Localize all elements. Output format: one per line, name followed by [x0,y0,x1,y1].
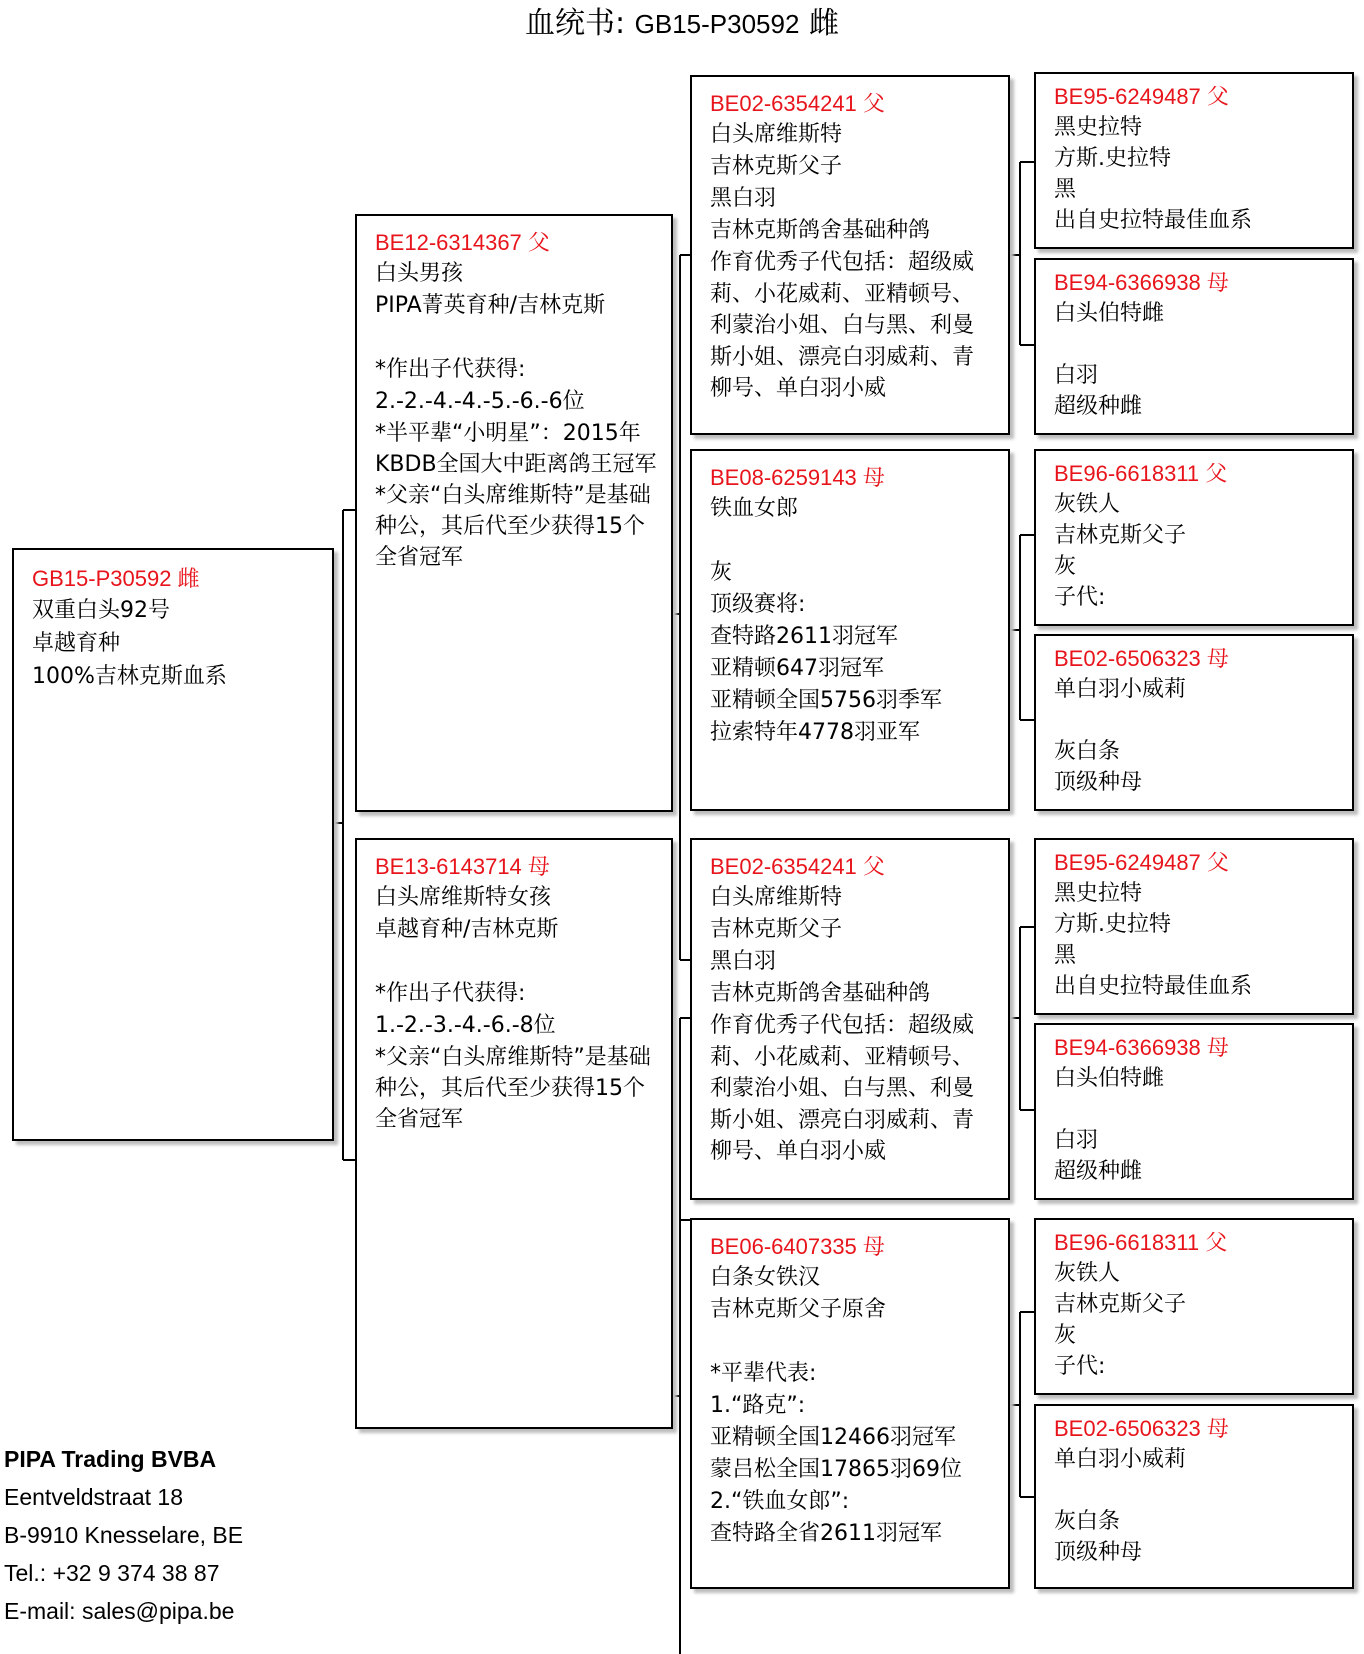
pedigree-line: 白头伯特雌 [1054,301,1165,326]
pedigree-line: 吉林克斯鸽舍基础种鸽 [710,981,931,1006]
company-info [4,1440,304,1630]
connector-dd [1010,1312,1034,1497]
pedigree-line: 亚精顿全国12466羽冠军 [710,1425,956,1450]
ring-number: BE02-6506323 母 [1054,1416,1229,1441]
ring-number: BE08-6259143 母 [710,465,885,490]
dam-box [355,838,673,1429]
pedigree-line: 灰 [1054,554,1077,579]
pedigree-line: 灰铁人 [1054,1261,1121,1286]
connector-sire [672,255,690,960]
pedigree-line: 子代: [1054,1354,1106,1379]
company-name: PIPA Trading BVBA [4,1446,217,1472]
ring-number: GB15-P30592 雌 [32,566,200,591]
ring-number: BE95-6249487 父 [1054,850,1229,875]
pedigree-line: 顶级种母 [1054,1540,1143,1565]
pedigree-line: 卓越育种/吉林克斯 [375,917,559,942]
pedigree-line: 白头席维斯特 [710,885,843,910]
pedigree-line: *平辈代表: [710,1361,817,1386]
pedigree-line: 1.“路克”: [710,1393,806,1418]
pedigree-line: 查特路全省2611羽冠军 [710,1521,942,1546]
pedigree-line: 1.-2.-3.-4.-6.-8位 [375,1013,556,1038]
pedigree-line: 灰 [710,560,733,585]
dds-box [1034,1218,1354,1395]
pedigree-line: 铁血女郎 [710,496,799,521]
title-ring-number: GB15-P30592 [634,9,800,39]
pedigree-line: 蒙吕松全国17865羽69位 [710,1457,962,1482]
pedigree-line: 超级种雌 [1054,394,1143,419]
pedigree-line: 白头伯特雌 [1054,1066,1165,1091]
ring-number: BE94-6366938 母 [1054,270,1229,295]
pedigree-line: 白羽 [1054,363,1099,388]
dss-box [1034,838,1354,1015]
sds-box [1034,449,1354,626]
ring-number: BE02-6354241 父 [710,854,885,879]
dsd-box [1034,1023,1354,1200]
pedigree-line: 方斯.史拉特 [1054,146,1171,171]
pedigree-line [375,946,657,978]
sire-box [355,214,673,812]
company-city: B-9910 Knesselare, BE [4,1522,244,1548]
sire-sire-box [690,75,1010,435]
company-email: E-mail: sales@pipa.be [4,1598,235,1624]
pedigree-line: 2.“铁血女郎”: [710,1489,850,1514]
connector-dam [672,1018,690,1654]
ssd-box [1034,258,1354,435]
pedigree-line: *半平辈“小明星”：2015年KBDB全国大中距离鸽王冠军 [375,421,657,477]
ring-number: BE94-6366938 母 [1054,1035,1229,1060]
ring-number: BE96-6618311 父 [1054,1230,1228,1255]
dam-dam-box [690,1218,1010,1589]
pedigree-line [1054,329,1338,360]
pedigree-line: 灰 [1054,1323,1077,1348]
ring-number: BE02-6506323 母 [1054,646,1229,671]
title-sex: 雌 [809,6,839,41]
pedigree-line: 亚精顿647羽冠军 [710,656,884,681]
sire-dam-box [690,449,1010,811]
pedigree-line: 吉林克斯父子 [1054,1292,1187,1317]
connector-sd [1010,535,1034,720]
pedigree-line: 白头席维斯特 [710,122,843,147]
pedigree-line: *父亲“白头席维斯特”是基础种公，其后代至少获得15个全省冠军 [375,1045,651,1132]
pedigree-line: 作育优秀子代包括：超级威莉、小花威莉、亚精顿号、利蒙治小姐、白与黑、利曼斯小姐、漂亮白羽威莉、青柳号、单白羽小威 [710,1013,975,1164]
ddd-box [1034,1404,1354,1589]
pedigree-line [1054,705,1338,736]
pedigree-line: 拉索特年4778羽亚军 [710,720,920,745]
pedigree-line: 单白羽小威莉 [1054,677,1187,702]
title-prefix: 血统书: [525,6,626,41]
pedigree-line: *作出子代获得: [375,981,526,1006]
pedigree-line: 方斯.史拉特 [1054,912,1171,937]
sss-box [1034,72,1354,249]
pedigree-line: 白头男孩 [375,261,464,286]
pedigree-line: 黑 [1054,943,1077,968]
pedigree-line: 灰白条 [1054,739,1121,764]
ring-number: BE96-6618311 父 [1054,461,1228,486]
pedigree-line: 100%吉林克斯血系 [32,664,227,689]
pedigree-line: 黑白羽 [710,186,777,211]
pedigree-line: 黑 [1054,177,1077,202]
pedigree-line: 吉林克斯父子 [1054,523,1187,548]
pedigree-line: 亚精顿全国5756羽季军 [710,688,942,713]
pedigree-line: 超级种雌 [1054,1159,1143,1184]
pedigree-line: 顶级赛将: [710,592,806,617]
pedigree-line: 灰白条 [1054,1509,1121,1534]
pedigree-line: 白条女铁汉 [710,1265,821,1290]
pedigree-line: 出自史拉特最佳血系 [1054,208,1253,233]
pedigree-line: *作出子代获得: [375,357,526,382]
pedigree-line: 黑史拉特 [1054,881,1143,906]
pedigree-line [710,1326,994,1358]
pedigree-line: 黑白羽 [710,949,777,974]
pedigree-line: 黑史拉特 [1054,115,1143,140]
pedigree-line: 吉林克斯父子 [710,917,843,942]
company-phone: Tel.: +32 9 374 38 87 [4,1560,220,1586]
pedigree-line [1054,1094,1338,1125]
pedigree-line: 单白羽小威莉 [1054,1447,1187,1472]
pedigree-line: 吉林克斯父子原舍 [710,1297,887,1322]
ring-number: BE13-6143714 母 [375,854,550,879]
connector-subject [333,510,355,1160]
dam-sire-box [690,838,1010,1200]
ring-number: BE02-6354241 父 [710,91,885,116]
pedigree-line: 作育优秀子代包括：超级威莉、小花威莉、亚精顿号、利蒙治小姐、白与黑、利曼斯小姐、漂亮白羽威莉、青柳号、单白羽小威 [710,250,975,401]
pedigree-line: 白羽 [1054,1128,1099,1153]
pedigree-line: 顶级种母 [1054,770,1143,795]
connector-ds [1010,927,1034,1110]
pedigree-line: 白头席维斯特女孩 [375,885,552,910]
pedigree-line: 吉林克斯鸽舍基础种鸽 [710,218,931,243]
pedigree-line: 2.-2.-4.-4.-5.-6.-6位 [375,389,585,414]
pedigree-line [710,525,994,557]
pedigree-line [375,322,657,354]
pedigree-line: 子代: [1054,585,1106,610]
company-street: Eentveldstraat 18 [4,1484,184,1510]
connector-ss [1010,162,1034,345]
pedigree-line: 卓越育种 [32,631,121,656]
pedigree-line: 双重白头92号 [32,598,170,623]
pedigree-line [1054,1475,1338,1506]
pedigree-line: PIPA菁英育种/吉林克斯 [375,293,606,318]
pedigree-line: 灰铁人 [1054,492,1121,517]
subject-box [12,548,334,1141]
ring-number: BE06-6407335 母 [710,1234,885,1259]
pedigree-line: 吉林克斯父子 [710,154,843,179]
pedigree-line: *父亲“白头席维斯特”是基础种公，其后代至少获得15个全省冠军 [375,483,651,570]
ring-number: BE12-6314367 父 [375,230,550,255]
pedigree-line: 出自史拉特最佳血系 [1054,974,1253,999]
pedigree-line: 查特路2611羽冠军 [710,624,898,649]
sdd-box [1034,634,1354,811]
ring-number: BE95-6249487 父 [1054,84,1229,109]
